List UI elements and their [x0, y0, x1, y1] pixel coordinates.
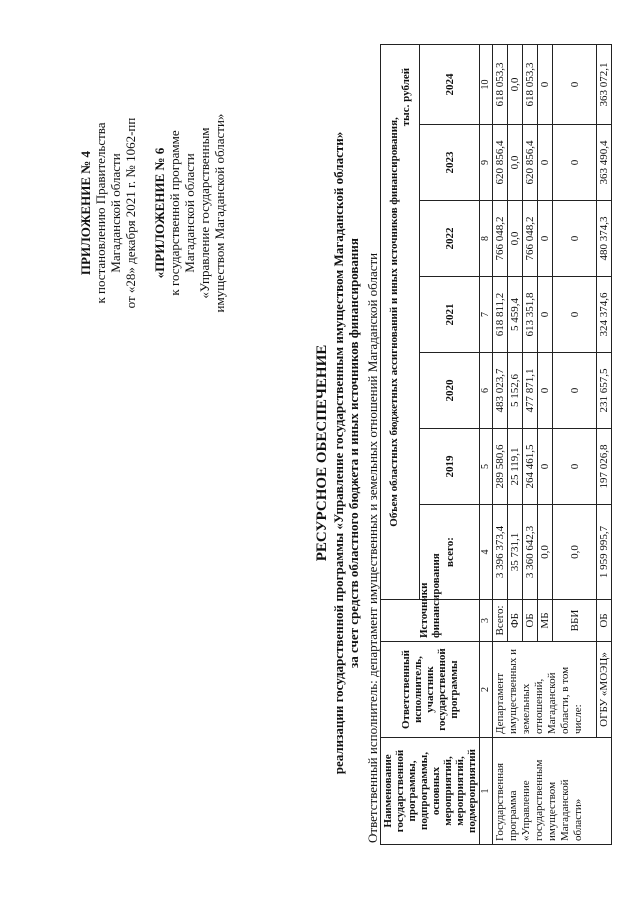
value-cell: 766 048,2	[523, 200, 538, 276]
value-cell: 0,0	[508, 44, 523, 124]
header-year: 2024	[420, 44, 480, 124]
executor-line: Ответственный исполнитель: департамент имущественных и земельных отношений Магаданской области	[365, 252, 380, 843]
value-cell: 477 871,1	[523, 352, 538, 428]
program-name-cell: Государственная программа «Управление государственным имуществом Магаданской области»	[493, 737, 612, 844]
source-cell: МБ	[538, 599, 553, 641]
value-cell: 5 152,6	[508, 352, 523, 428]
table-row	[597, 44, 612, 844]
value-cell: 618 053,3	[523, 44, 538, 124]
header-year: 2020	[420, 352, 480, 428]
value-cell: 483 023,7	[493, 352, 508, 428]
value-cell: 0	[553, 352, 597, 428]
header-volume-group	[381, 44, 420, 599]
document-title: РЕСУРСНОЕ ОБЕСПЕЧЕНИЕ	[314, 344, 330, 561]
value-cell: 0,0	[553, 504, 597, 599]
column-number: 5	[480, 428, 493, 504]
appendix-ref-line: Магаданской области	[182, 152, 197, 273]
value-cell: 620 856,4	[493, 124, 508, 200]
title-block	[313, 23, 361, 883]
table-row	[493, 44, 508, 844]
header-total: всего:	[420, 504, 480, 599]
value-cell: 0	[538, 124, 553, 200]
column-number: 7	[480, 276, 493, 352]
department-cell: Департамент имущественных и земельных отношений, Магаданской области, в том числе:	[493, 641, 597, 737]
value-cell: 0	[553, 124, 597, 200]
column-number: 1	[480, 737, 493, 844]
appendix-block	[78, 63, 227, 363]
source-cell: Всего:	[493, 599, 508, 641]
value-cell: 5 459,4	[508, 276, 523, 352]
column-number: 10	[480, 44, 493, 124]
value-cell: 618 053,3	[493, 44, 508, 124]
document-subtitle: реализации государственной программы «Управление государственным имуществом Магаданской области»	[331, 131, 346, 774]
column-number-row	[480, 44, 493, 844]
value-cell: 3 360 642,3	[523, 504, 538, 599]
value-cell: 0	[553, 200, 597, 276]
header-source: Источники финансирования	[381, 599, 480, 641]
source-cell: ФБ	[508, 599, 523, 641]
value-cell: 324 374,6	[597, 276, 612, 352]
header-year: 2019	[420, 428, 480, 504]
column-number: 4	[480, 504, 493, 599]
value-cell: 620 856,4	[523, 124, 538, 200]
value-cell: 289 580,6	[493, 428, 508, 504]
value-cell: 0,0	[508, 200, 523, 276]
value-cell: 25 119,1	[508, 428, 523, 504]
value-cell: 0	[553, 276, 597, 352]
value-cell: 0,0	[538, 504, 553, 599]
value-cell: 35 731,1	[508, 504, 523, 599]
appendix-inner-number: «ПРИЛОЖЕНИЕ № 6	[152, 147, 167, 278]
appendix-date-line: от «28» декабря 2021 г. № 1062-пп	[123, 117, 138, 308]
appendix-ref-line: к постановлению Правительства	[93, 121, 108, 304]
header-name: Наименование государственной программы, подпрограммы, основных мероприятий, мероприятий, подмероприятий	[381, 737, 480, 844]
source-cell: ОБ	[523, 599, 538, 641]
header-responsible: Ответственный исполнитель, участник государственной программы	[381, 641, 480, 737]
column-number: 9	[480, 124, 493, 200]
source-cell: ОБ	[597, 599, 612, 641]
value-cell: 618 811,2	[493, 276, 508, 352]
value-cell: 766 048,2	[493, 200, 508, 276]
value-cell: 1 959 995,7	[597, 504, 612, 599]
appendix-ref-line: Магаданской области	[108, 152, 123, 273]
header-year: 2021	[420, 276, 480, 352]
value-cell: 0	[538, 352, 553, 428]
value-cell: 0	[538, 44, 553, 124]
appendix-ref-line: имуществом Магаданской области»	[212, 113, 227, 312]
responsible-cell: ОГБУ «МОЭЦ»	[597, 641, 612, 737]
value-cell: 480 374,3	[597, 200, 612, 276]
value-cell: 231 657,5	[597, 352, 612, 428]
value-cell: 3 396 373,4	[493, 504, 508, 599]
document-subtitle: за счет средств областного бюджета и иных источников финансирования	[346, 237, 361, 668]
source-cell: ВБИ	[553, 599, 597, 641]
header-year: 2023	[420, 124, 480, 200]
header-year: 2022	[420, 200, 480, 276]
header-volume: Объем областных бюджетных ассигнований и иных источников финансирования,	[388, 116, 400, 527]
value-cell: 363 490,4	[597, 124, 612, 200]
column-number: 6	[480, 352, 493, 428]
value-cell: 0	[538, 276, 553, 352]
appendix-number: ПРИЛОЖЕНИЕ № 4	[78, 150, 93, 275]
value-cell: 0	[553, 44, 597, 124]
appendix-ref-line: к государственной программе	[167, 129, 182, 296]
value-cell: 264 461,5	[523, 428, 538, 504]
column-number: 2	[480, 641, 493, 737]
value-cell: 197 026,8	[597, 428, 612, 504]
value-cell: 0	[538, 428, 553, 504]
resources-table	[380, 43, 612, 844]
value-cell: 0,0	[508, 124, 523, 200]
column-number: 3	[480, 599, 493, 641]
header-row	[381, 44, 420, 844]
value-cell: 0	[538, 200, 553, 276]
value-cell: 613 351,8	[523, 276, 538, 352]
value-cell: 0	[553, 428, 597, 504]
header-units: тыс. рублей	[400, 67, 412, 126]
appendix-ref-line: «Управление государственным	[197, 126, 212, 299]
column-number: 8	[480, 200, 493, 276]
value-cell: 363 072,1	[597, 44, 612, 124]
document-page	[20, 23, 620, 883]
